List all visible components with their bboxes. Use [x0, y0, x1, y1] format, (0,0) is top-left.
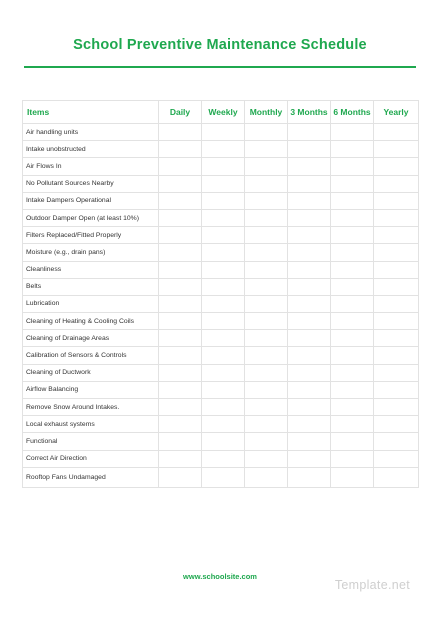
item-label: Remove Snow Around Intakes. — [23, 399, 159, 416]
schedule-cell[interactable] — [245, 347, 288, 364]
schedule-cell[interactable] — [288, 347, 331, 364]
schedule-cell[interactable] — [202, 381, 245, 398]
schedule-cell[interactable] — [331, 158, 374, 175]
header-frequency: 6 Months — [331, 101, 374, 124]
schedule-cell[interactable] — [331, 192, 374, 209]
item-label: Air Flows In — [23, 158, 159, 175]
schedule-cell[interactable] — [374, 381, 419, 398]
schedule-cell[interactable] — [202, 313, 245, 330]
schedule-cell[interactable] — [159, 433, 202, 450]
schedule-cell[interactable] — [374, 192, 419, 209]
schedule-cell[interactable] — [374, 175, 419, 192]
item-label: Rooftop Fans Undamaged — [23, 467, 159, 487]
header-frequency: Yearly — [374, 101, 419, 124]
schedule-cell[interactable] — [202, 399, 245, 416]
item-label: Airflow Balancing — [23, 381, 159, 398]
schedule-cell[interactable] — [202, 261, 245, 278]
schedule-cell[interactable] — [245, 227, 288, 244]
item-label: Calibration of Sensors & Controls — [23, 347, 159, 364]
maintenance-schedule-table — [22, 100, 419, 488]
schedule-cell[interactable] — [245, 175, 288, 192]
schedule-cell[interactable] — [202, 467, 245, 487]
schedule-cell[interactable] — [159, 209, 202, 226]
schedule-cell[interactable] — [288, 381, 331, 398]
schedule-cell[interactable] — [202, 175, 245, 192]
schedule-cell[interactable] — [331, 347, 374, 364]
schedule-cell[interactable] — [331, 313, 374, 330]
schedule-cell[interactable] — [159, 175, 202, 192]
header-frequency: 3 Months — [288, 101, 331, 124]
schedule-cell[interactable] — [374, 209, 419, 226]
schedule-cell[interactable] — [202, 330, 245, 347]
schedule-cell[interactable] — [374, 244, 419, 261]
schedule-cell[interactable] — [374, 364, 419, 381]
table-row — [23, 295, 419, 312]
schedule-cell[interactable] — [331, 399, 374, 416]
header-frequency: Daily — [159, 101, 202, 124]
schedule-cell[interactable] — [159, 330, 202, 347]
header-frequency: Monthly — [245, 101, 288, 124]
schedule-cell[interactable] — [331, 278, 374, 295]
schedule-cell[interactable] — [159, 295, 202, 312]
schedule-cell[interactable] — [288, 313, 331, 330]
schedule-cell[interactable] — [331, 141, 374, 158]
schedule-cell[interactable] — [331, 227, 374, 244]
item-label: Lubrication — [23, 295, 159, 312]
table-row — [23, 313, 419, 330]
schedule-cell[interactable] — [159, 227, 202, 244]
schedule-cell[interactable] — [331, 124, 374, 141]
schedule-cell[interactable] — [374, 124, 419, 141]
schedule-cell[interactable] — [202, 278, 245, 295]
schedule-cell[interactable] — [202, 450, 245, 467]
schedule-cell[interactable] — [245, 381, 288, 398]
table-header-row — [23, 101, 419, 124]
item-label: No Pollutant Sources Nearby — [23, 175, 159, 192]
item-label: Intake unobstructed — [23, 141, 159, 158]
schedule-cell[interactable] — [159, 244, 202, 261]
schedule-cell[interactable] — [202, 244, 245, 261]
schedule-cell[interactable] — [159, 364, 202, 381]
item-label: Cleaning of Ductwork — [23, 364, 159, 381]
schedule-cell[interactable] — [288, 450, 331, 467]
schedule-cell[interactable] — [245, 467, 288, 487]
schedule-cell[interactable] — [288, 124, 331, 141]
schedule-cell[interactable] — [245, 261, 288, 278]
schedule-cell[interactable] — [374, 416, 419, 433]
schedule-cell[interactable] — [245, 278, 288, 295]
schedule-cell[interactable] — [245, 330, 288, 347]
schedule-cell[interactable] — [245, 192, 288, 209]
schedule-cell[interactable] — [374, 467, 419, 487]
schedule-cell[interactable] — [202, 158, 245, 175]
schedule-cell[interactable] — [331, 175, 374, 192]
table-row — [23, 364, 419, 381]
schedule-cell[interactable] — [374, 158, 419, 175]
schedule-cell[interactable] — [202, 192, 245, 209]
schedule-cell[interactable] — [202, 364, 245, 381]
schedule-cell[interactable] — [288, 399, 331, 416]
schedule-cell[interactable] — [288, 330, 331, 347]
schedule-cell[interactable] — [288, 433, 331, 450]
schedule-cell[interactable] — [245, 295, 288, 312]
table-row — [23, 278, 419, 295]
table-body — [23, 124, 419, 488]
table-row — [23, 244, 419, 261]
item-label: Filters Replaced/Fitted Properly — [23, 227, 159, 244]
schedule-cell[interactable] — [374, 141, 419, 158]
schedule-cell[interactable] — [288, 158, 331, 175]
schedule-cell[interactable] — [202, 433, 245, 450]
schedule-cell[interactable] — [202, 141, 245, 158]
item-label: Moisture (e.g., drain pans) — [23, 244, 159, 261]
schedule-cell[interactable] — [245, 416, 288, 433]
schedule-cell[interactable] — [245, 364, 288, 381]
table-row — [23, 330, 419, 347]
item-label: Cleanliness — [23, 261, 159, 278]
schedule-cell[interactable] — [245, 209, 288, 226]
schedule-cell[interactable] — [331, 450, 374, 467]
schedule-cell[interactable] — [202, 227, 245, 244]
schedule-cell[interactable] — [202, 347, 245, 364]
item-label: Cleaning of Heating & Cooling Coils — [23, 313, 159, 330]
schedule-cell[interactable] — [159, 381, 202, 398]
schedule-cell[interactable] — [288, 416, 331, 433]
schedule-cell[interactable] — [331, 381, 374, 398]
schedule-cell[interactable] — [288, 261, 331, 278]
title-divider — [24, 66, 416, 68]
footer-url[interactable]: www.schoolsite.com — [183, 572, 257, 581]
table-row — [23, 450, 419, 467]
schedule-cell[interactable] — [159, 192, 202, 209]
item-label: Intake Dampers Operational — [23, 192, 159, 209]
table-row — [23, 175, 419, 192]
table-row — [23, 467, 419, 487]
schedule-cell[interactable] — [202, 295, 245, 312]
schedule-cell[interactable] — [159, 158, 202, 175]
schedule-cell[interactable] — [288, 175, 331, 192]
schedule-cell[interactable] — [374, 295, 419, 312]
table-row — [23, 227, 419, 244]
schedule-cell[interactable] — [288, 227, 331, 244]
header-items: Items — [23, 101, 159, 124]
schedule-cell[interactable] — [245, 158, 288, 175]
table-row — [23, 158, 419, 175]
schedule-cell[interactable] — [288, 192, 331, 209]
schedule-cell[interactable] — [331, 467, 374, 487]
table-row — [23, 347, 419, 364]
schedule-cell[interactable] — [331, 244, 374, 261]
schedule-cell[interactable] — [159, 467, 202, 487]
schedule-cell[interactable] — [374, 399, 419, 416]
item-label: Belts — [23, 278, 159, 295]
table-row — [23, 381, 419, 398]
table-row — [23, 399, 419, 416]
schedule-cell[interactable] — [159, 450, 202, 467]
schedule-cell[interactable] — [159, 416, 202, 433]
schedule-cell[interactable] — [374, 330, 419, 347]
schedule-cell[interactable] — [159, 399, 202, 416]
schedule-cell[interactable] — [331, 416, 374, 433]
schedule-cell[interactable] — [331, 433, 374, 450]
schedule-cell[interactable] — [245, 433, 288, 450]
schedule-cell[interactable] — [331, 364, 374, 381]
item-label: Correct Air Direction — [23, 450, 159, 467]
schedule-cell[interactable] — [245, 313, 288, 330]
schedule-cell[interactable] — [159, 278, 202, 295]
schedule-cell[interactable] — [159, 347, 202, 364]
schedule-cell[interactable] — [245, 244, 288, 261]
schedule-cell[interactable] — [288, 141, 331, 158]
watermark: Template.net — [334, 578, 410, 592]
schedule-cell[interactable] — [331, 261, 374, 278]
table-row — [23, 124, 419, 141]
schedule-cell[interactable] — [288, 209, 331, 226]
table-row — [23, 141, 419, 158]
schedule-cell[interactable] — [159, 313, 202, 330]
schedule-cell[interactable] — [288, 278, 331, 295]
item-label: Local exhaust systems — [23, 416, 159, 433]
document-title: School Preventive Maintenance Schedule — [73, 37, 367, 53]
schedule-cell[interactable] — [288, 244, 331, 261]
schedule-cell[interactable] — [288, 295, 331, 312]
item-label: Functional — [23, 433, 159, 450]
table-row — [23, 192, 419, 209]
table-row — [23, 209, 419, 226]
schedule-cell[interactable] — [159, 141, 202, 158]
schedule-cell[interactable] — [202, 416, 245, 433]
schedule-cell[interactable] — [331, 295, 374, 312]
schedule-cell[interactable] — [159, 124, 202, 141]
schedule-cell[interactable] — [159, 261, 202, 278]
schedule-cell[interactable] — [245, 124, 288, 141]
schedule-cell[interactable] — [374, 261, 419, 278]
schedule-cell[interactable] — [374, 450, 419, 467]
schedule-cell[interactable] — [202, 124, 245, 141]
item-label: Cleaning of Drainage Areas — [23, 330, 159, 347]
schedule-cell[interactable] — [374, 313, 419, 330]
item-label: Outdoor Damper Open (at least 10%) — [23, 209, 159, 226]
schedule-cell[interactable] — [288, 467, 331, 487]
item-label: Air handling units — [23, 124, 159, 141]
table-row — [23, 416, 419, 433]
schedule-cell[interactable] — [374, 278, 419, 295]
schedule-cell[interactable] — [331, 209, 374, 226]
schedule-cell[interactable] — [331, 330, 374, 347]
schedule-cell[interactable] — [374, 433, 419, 450]
schedule-cell[interactable] — [202, 209, 245, 226]
schedule-cell[interactable] — [288, 364, 331, 381]
table-row — [23, 261, 419, 278]
header-frequency: Weekly — [202, 101, 245, 124]
schedule-cell[interactable] — [374, 347, 419, 364]
schedule-cell[interactable] — [245, 141, 288, 158]
schedule-cell[interactable] — [374, 227, 419, 244]
schedule-cell[interactable] — [245, 450, 288, 467]
schedule-cell[interactable] — [245, 399, 288, 416]
table-row — [23, 433, 419, 450]
